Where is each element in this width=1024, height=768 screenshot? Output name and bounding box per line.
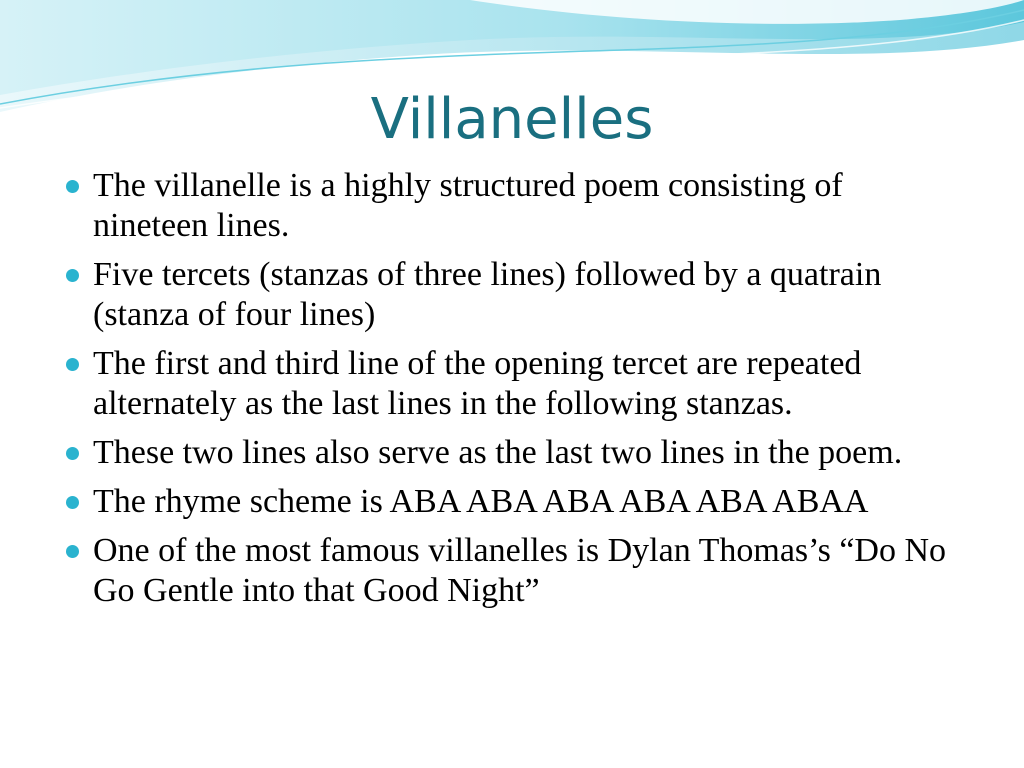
bullet-text: The rhyme scheme is ABA ABA ABA ABA ABA ABAA [93, 483, 869, 520]
bullet-icon [66, 358, 79, 371]
bullet-icon [66, 447, 79, 460]
list-item [64, 255, 964, 335]
bullet-text: Five tercets (stanzas of three lines) followed by a quatrain (stanza of four lines) [93, 256, 882, 333]
list-item [64, 531, 964, 611]
bullet-text: One of the most famous villanelles is Dylan Thomas’s “Do No Go Gentle into that Good Night” [93, 532, 947, 609]
bullet-text: The first and third line of the opening tercet are repeated alternately as the last lines in the following stanzas. [93, 345, 862, 422]
bullet-text: The villanelle is a highly structured poem consisting of nineteen lines. [93, 167, 843, 244]
bullet-icon [66, 496, 79, 509]
list-item [64, 433, 964, 473]
list-item [64, 166, 964, 246]
bullet-list [64, 166, 964, 620]
list-item [64, 482, 964, 522]
bullet-icon [66, 180, 79, 193]
bullet-text: These two lines also serve as the last two lines in the poem. [93, 434, 903, 471]
bullet-icon [66, 545, 79, 558]
list-item [64, 344, 964, 424]
slide-title: Villanelles [370, 87, 654, 152]
bullet-icon [66, 269, 79, 282]
